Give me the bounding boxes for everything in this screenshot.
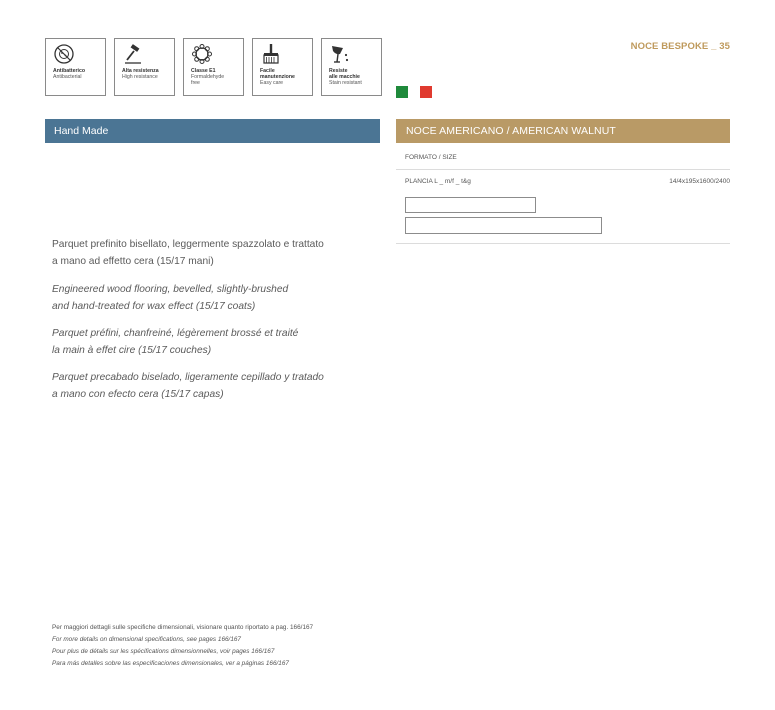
description-en xyxy=(52,282,382,315)
hand-made-bar: Hand Made xyxy=(45,119,380,143)
description-es xyxy=(52,370,382,403)
feature-icons xyxy=(45,38,382,96)
divider xyxy=(396,169,730,170)
product-title-bar: NOCE AMERICANO / AMERICAN WALNUT xyxy=(396,119,730,143)
footnotes xyxy=(52,622,313,670)
feature-title: Alta resistenza xyxy=(122,68,159,74)
feature-title: Classe E1 xyxy=(191,68,216,74)
feature-antibacterial xyxy=(45,38,106,96)
feature-subtitle: High resistance xyxy=(122,74,158,80)
feature-title: Resiste alle macchie xyxy=(329,68,360,80)
size-row-value: 14/4x195x1600/2400 xyxy=(669,178,730,185)
red-flag-icon xyxy=(420,86,432,98)
bacteria-icon xyxy=(53,43,75,65)
page-label: NOCE BESPOKE _ 35 xyxy=(630,41,730,52)
description-text: Parquet precabado biselado, ligeramente cepillado y tratado a mano con efecto cera (15/17 capas) xyxy=(52,372,324,400)
description-text: Parquet prefinito bisellato, leggermente spazzolato e trattato a mano ad effetto cera (15/17 mani) xyxy=(52,239,324,267)
feature-easy-care xyxy=(252,38,313,96)
footnote: For more details on dimensional specifications, see pages 166/167 xyxy=(52,636,241,643)
divider xyxy=(396,243,730,244)
green-flag-icon xyxy=(396,86,408,98)
feature-subtitle: Stain resistant xyxy=(329,80,362,86)
description-text: Engineered wood flooring, bevelled, slightly-brushed and hand-treated for wax effect (15/17 coats) xyxy=(52,284,289,312)
feature-title: Facile manutenzione xyxy=(260,68,295,80)
footnote: Per maggiori dettagli sulle specifiche dimensionali, visionare quanto riportato a pag. 166/167 xyxy=(52,624,314,631)
feature-title: Antibatterico xyxy=(53,68,85,74)
broom-icon xyxy=(260,43,282,65)
description-fr xyxy=(52,326,382,359)
feature-subtitle: Antibacterial xyxy=(53,74,82,80)
feature-subtitle: Formaldehyde free xyxy=(191,74,225,86)
leaf-badge-icon xyxy=(191,43,213,65)
input-field-long[interactable] xyxy=(405,217,602,234)
footnote: Pour plus de détails sur les spécifications dimensionnelles, voir pages 166/167 xyxy=(52,648,275,655)
footnote: Para más detalles sobre las especificaciones dimensionales, ver a páginas 166/167 xyxy=(52,660,289,667)
spilled-glass-icon xyxy=(329,43,351,65)
description-text: Parquet préfini, chanfreiné, légèrement brossé et traité la main à effet cire (15/17 couches) xyxy=(52,328,299,356)
format-label: FORMATO / SIZE xyxy=(405,154,457,161)
size-row-label: PLANCIA L _ m/f _ t&g xyxy=(405,178,471,185)
feature-e1-class xyxy=(183,38,244,96)
feature-stain-resistant xyxy=(321,38,382,96)
hammer-icon xyxy=(122,43,144,65)
flags xyxy=(396,86,432,98)
feature-subtitle: Easy care xyxy=(260,80,284,86)
description-it xyxy=(52,237,382,270)
input-field-short[interactable] xyxy=(405,197,536,213)
feature-high-resistance xyxy=(114,38,175,96)
